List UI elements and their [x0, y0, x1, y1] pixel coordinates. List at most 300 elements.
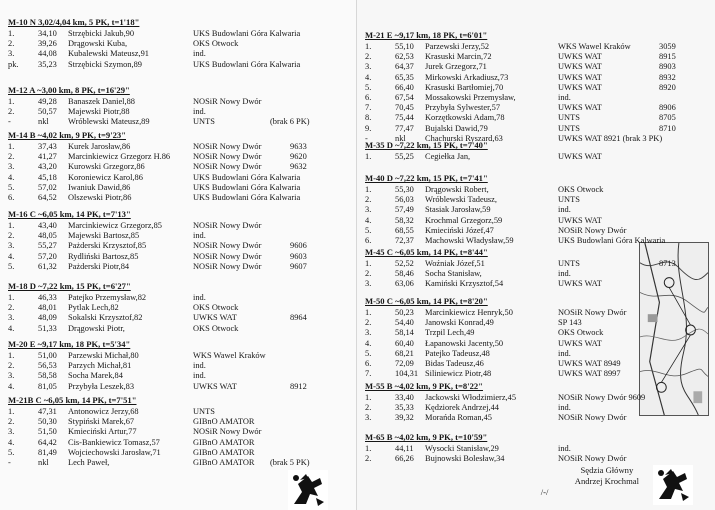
- number-cell: 8912: [290, 381, 307, 391]
- club-cell: UWKS WAT: [558, 103, 602, 113]
- competitor-name: Drągowski Kuba,: [68, 39, 128, 49]
- result-row: [365, 404, 715, 414]
- club-cell: UWKS WAT: [558, 215, 602, 225]
- place-cell: 1.: [8, 221, 15, 230]
- number-cell: 9620: [290, 152, 307, 162]
- place-cell: 3.: [8, 371, 15, 381]
- competitor-name: Majewski Piotr,88: [68, 107, 130, 117]
- time-cell: 64,37: [395, 62, 414, 72]
- result-row: [365, 350, 715, 360]
- competitor-name: Kurowski Grzegorz,86: [68, 162, 145, 172]
- club-cell: OKS Otwock: [193, 39, 239, 49]
- time-cell: 64,42: [38, 437, 57, 447]
- place-cell: 1.: [365, 259, 372, 268]
- time-cell: 48,01: [38, 303, 57, 313]
- time-cell: 55,30: [395, 185, 414, 194]
- time-cell: 51,50: [38, 427, 57, 437]
- place-cell: 2.: [8, 303, 15, 313]
- number-cell: 8705: [659, 113, 676, 123]
- result-row: [8, 50, 357, 60]
- number-cell: 8710: [659, 123, 676, 133]
- section-title: M-10 N 3,02/4,04 km, 5 PK, t=1'18": [8, 17, 140, 27]
- competitor-name: Banaszek Daniel,88: [68, 97, 135, 106]
- place-cell: 8.: [365, 113, 372, 123]
- result-row: [8, 222, 357, 232]
- section-title: M-50 C ~6,05 km, 14 PK, t=8'20": [365, 296, 488, 306]
- place-cell: 2.: [8, 152, 15, 162]
- place-cell: pk.: [8, 59, 19, 69]
- place-cell: 4.: [365, 338, 372, 348]
- competitor-name: Janowski Konrad,49: [425, 318, 494, 328]
- result-row: [8, 40, 357, 50]
- results-section: [357, 382, 715, 425]
- place-cell: 1.: [365, 185, 372, 194]
- time-cell: 57,02: [38, 182, 57, 192]
- club-cell: ind.: [193, 49, 206, 59]
- competitor-name: Marcinkiewicz Grzegorz H.86: [68, 152, 171, 162]
- result-row: [8, 118, 357, 128]
- time-cell: 34,10: [38, 29, 57, 38]
- competitor-name: Krasuski Bartłomiej,70: [425, 82, 504, 92]
- club-cell: ind.: [193, 107, 206, 117]
- time-cell: 58,46: [395, 269, 414, 279]
- competitor-name: Rydliński Bartosz,85: [68, 251, 139, 261]
- competitor-name: Kmieciński Józef,47: [425, 225, 494, 235]
- result-row: [365, 196, 715, 206]
- result-row: [8, 30, 357, 40]
- place-cell: 4.: [8, 323, 15, 333]
- club-cell: UKS Budowlani Góra Kalwaria: [193, 192, 301, 202]
- club-cell: WKS Wawel Kraków: [558, 42, 631, 51]
- place-cell: 4.: [8, 172, 15, 182]
- place-cell: 6.: [365, 92, 372, 102]
- signature-prefix: /-/: [540, 487, 549, 497]
- time-cell: 46,33: [38, 293, 57, 302]
- result-row: [8, 439, 357, 449]
- results-section: [357, 297, 715, 380]
- club-cell: NOSiR Nowy Dwór: [193, 142, 262, 151]
- result-row: [365, 84, 715, 94]
- result-row: [8, 98, 357, 108]
- section-title: M-21B C ~6,05 km, 14 PK, t=7'51": [8, 395, 137, 405]
- time-cell: 44,08: [38, 49, 57, 59]
- result-row: [8, 459, 357, 469]
- result-row: [365, 114, 715, 124]
- time-cell: 56,53: [38, 361, 57, 371]
- competitor-name: Drągowski Robert,: [425, 185, 489, 194]
- place-cell: -: [365, 133, 368, 143]
- competitor-name: Cis-Bankiewicz Tomasz,57: [68, 437, 160, 447]
- club-cell: NOSiR Nowy Dwór 9609: [558, 393, 646, 402]
- results-section: [357, 31, 715, 145]
- place-cell: -: [8, 117, 11, 127]
- result-row: [8, 314, 357, 324]
- competitor-name: Pażderski Piotr,84: [68, 261, 130, 271]
- competitor-name: Majewski Bartosz,85: [68, 231, 140, 241]
- section-title: M-14 B ~4,02 km, 9 PK, t=9'23": [8, 130, 126, 140]
- competitor-name: Stasiak Jarosław,59: [425, 205, 491, 215]
- club-cell: UWKS WAT 8921 (brak 3 PK): [558, 133, 663, 143]
- time-cell: 49,28: [38, 97, 57, 106]
- results-section: [0, 86, 357, 129]
- result-row: [365, 186, 715, 196]
- place-cell: 1.: [8, 351, 15, 360]
- place-cell: 1.: [8, 407, 15, 416]
- competitor-name: Socha Marek,84: [68, 371, 123, 381]
- time-cell: 60,40: [395, 338, 414, 348]
- club-cell: OKS Otwock: [558, 185, 604, 194]
- time-cell: 41,27: [38, 152, 57, 162]
- club-cell: NOSiR Nowy Dwór: [193, 241, 262, 251]
- time-cell: 58,14: [395, 328, 414, 338]
- club-cell: UNTS: [558, 259, 580, 268]
- place-cell: 3.: [365, 279, 372, 289]
- results-section: [0, 131, 357, 204]
- orienteering-logo-icon: [288, 470, 328, 510]
- time-cell: 61,32: [38, 261, 57, 271]
- time-cell: 58,58: [38, 371, 57, 381]
- time-cell: 67,54: [395, 92, 414, 102]
- time-cell: 57,49: [395, 205, 414, 215]
- time-cell: 72,09: [395, 358, 414, 368]
- competitor-name: Kubalewski Mateusz,91: [68, 49, 149, 59]
- result-row: [365, 414, 715, 424]
- time-cell: 55,27: [38, 241, 57, 251]
- time-cell: 63,06: [395, 279, 414, 289]
- place-cell: 1.: [365, 393, 372, 402]
- club-cell: NOSiR Nowy Dwór: [558, 413, 627, 423]
- left-page: [0, 0, 357, 510]
- result-row: [8, 408, 357, 418]
- place-cell: 4.: [365, 72, 372, 82]
- number-cell: 8906: [659, 103, 676, 113]
- competitor-name: Wróblewski Tadeusz,: [425, 195, 497, 205]
- competitor-name: Strzębicki Szymon,89: [68, 59, 142, 69]
- club-cell: ind.: [558, 348, 571, 358]
- result-row: [365, 237, 715, 247]
- result-row: [365, 206, 715, 216]
- result-row: [365, 370, 715, 380]
- result-row: [365, 340, 715, 350]
- number-cell: 8915: [659, 52, 676, 62]
- place-cell: 2.: [365, 403, 372, 413]
- competitor-name: Olszewski Piotr,86: [68, 192, 132, 202]
- time-cell: 35,33: [395, 403, 414, 413]
- result-row: [365, 394, 715, 404]
- competitor-name: Pażderski Krzysztof,85: [68, 241, 147, 251]
- time-cell: 81,05: [38, 381, 57, 391]
- place-cell: 6.: [365, 358, 372, 368]
- competitor-name: Patejko Przemysław,82: [68, 293, 147, 302]
- time-cell: 48,09: [38, 313, 57, 323]
- club-cell: UKS Budowlani Góra Kalwaria: [193, 29, 301, 38]
- place-cell: 5.: [365, 82, 372, 92]
- club-cell: OKS Otwock: [193, 323, 239, 333]
- club-cell: UNTS: [193, 117, 215, 127]
- place-cell: 1.: [365, 444, 372, 453]
- number-cell: 9606: [290, 241, 307, 251]
- competitor-name: Wysocki Stanisław,29: [425, 444, 499, 453]
- signature-name: Andrzej Krochmal: [574, 476, 639, 486]
- result-row: [365, 125, 715, 135]
- competitor-name: Patejko Tadeusz,48: [425, 348, 490, 358]
- competitor-name: Przybyła Sylwester,57: [425, 103, 501, 113]
- place-cell: 2.: [365, 52, 372, 62]
- place-cell: 2.: [365, 269, 372, 279]
- club-cell: UKS Budowlani Góra Kalwaria: [193, 182, 301, 192]
- place-cell: 7.: [365, 103, 372, 113]
- competitor-name: Kurek Jarosław,86: [68, 142, 131, 151]
- club-cell: ind.: [558, 444, 571, 453]
- place-cell: 6.: [365, 235, 372, 245]
- section-title: M-21 E ~9,17 km, 18 PK, t=6'01": [365, 30, 488, 40]
- club-cell: ind.: [193, 361, 206, 371]
- time-cell: 62,53: [395, 52, 414, 62]
- club-cell: ind.: [193, 371, 206, 381]
- result-row: [8, 294, 357, 304]
- competitor-name: Przybyła Leszek,83: [68, 381, 135, 391]
- section-title: M-18 D ~7,22 km, 15 PK, t=6'27": [8, 281, 131, 291]
- right-page: [357, 0, 715, 510]
- club-cell: OKS Otwock: [558, 328, 604, 338]
- number-cell: 3059: [659, 42, 676, 51]
- club-cell: UNTS: [558, 123, 580, 133]
- place-cell: 1.: [8, 142, 15, 151]
- time-cell: 56,03: [395, 195, 414, 205]
- time-cell: nkl: [395, 133, 406, 143]
- club-cell: UWKS WAT: [558, 62, 602, 72]
- number-cell: 8964: [290, 313, 307, 323]
- club-cell: GIBnO AMATOR: [193, 417, 255, 427]
- number-cell: 8903: [659, 62, 676, 72]
- club-cell: UKS Budowlani Góra Kalwaria: [193, 59, 301, 69]
- club-cell: UWKS WAT: [558, 152, 602, 161]
- time-cell: nkl: [38, 457, 49, 467]
- time-cell: 52,52: [395, 259, 414, 268]
- club-cell: UNTS: [558, 195, 580, 205]
- club-cell: ind.: [558, 269, 571, 279]
- competitor-name: Chachurski Ryszard,63: [425, 133, 503, 143]
- place-cell: 3.: [8, 162, 15, 172]
- club-cell: UWKS WAT: [193, 381, 237, 391]
- result-row: [8, 263, 357, 273]
- club-cell: UWKS WAT: [193, 313, 237, 323]
- competitor-name: Wróblewski Mateusz,89: [68, 117, 150, 127]
- time-cell: nkl: [38, 117, 49, 127]
- number-cell: 9633: [290, 142, 307, 151]
- club-cell: UNTS: [558, 113, 580, 123]
- result-row: [365, 270, 715, 280]
- club-cell: NOSiR Nowy Dwór: [193, 221, 262, 230]
- competitor-name: Krasuski Marcin,72: [425, 52, 492, 62]
- results-section: [0, 210, 357, 273]
- place-cell: 5.: [365, 348, 372, 358]
- result-row: [365, 280, 715, 290]
- signature-role: Sędzia Główny: [580, 465, 634, 475]
- competitor-name: Mirkowski Arkadiusz,73: [425, 72, 509, 82]
- club-cell: UWKS WAT 8949: [558, 358, 621, 368]
- number-cell: 8713: [659, 259, 676, 268]
- result-row: [8, 194, 357, 204]
- place-cell: 1.: [365, 42, 372, 51]
- competitor-name: Marcinkiewicz Henryk,50: [425, 308, 513, 317]
- competitor-name: Pytlak Lech,82: [68, 303, 119, 313]
- result-row: [365, 153, 715, 163]
- place-cell: 1.: [8, 293, 15, 302]
- time-cell: 104,31: [395, 369, 419, 379]
- results-section: [357, 433, 715, 465]
- competitor-name: Parzych Michał,81: [68, 361, 132, 371]
- results-section: [357, 141, 715, 163]
- section-title: M-65 B ~4,02 km, 9 PK, t=10'59": [365, 432, 488, 442]
- time-cell: 35,23: [38, 59, 57, 69]
- club-cell: UKS Budowlani Góra Kalwaria: [558, 235, 666, 245]
- club-cell: ind.: [558, 205, 571, 215]
- place-cell: 1.: [365, 152, 372, 161]
- place-cell: 4.: [365, 215, 372, 225]
- competitor-name: Wojciechowski Jarosław,71: [68, 447, 161, 457]
- competitor-name: Stypiński Marek,67: [68, 417, 135, 427]
- time-cell: 66,26: [395, 454, 414, 464]
- time-cell: 66,40: [395, 82, 414, 92]
- club-cell: NOSiR Nowy Dwór: [193, 261, 262, 271]
- place-cell: 5.: [365, 225, 372, 235]
- competitor-name: Sokalski Krzysztof,82: [68, 313, 143, 323]
- number-cell: (brak 6 PK): [270, 117, 310, 127]
- time-cell: 70,45: [395, 103, 414, 113]
- number-cell: 9603: [290, 251, 307, 261]
- club-cell: GIBnO AMATOR: [193, 437, 255, 447]
- place-cell: 2.: [8, 107, 15, 117]
- club-cell: GIBnO AMATOR: [193, 447, 255, 457]
- result-row: [8, 418, 357, 428]
- club-cell: WKS Wawel Kraków: [193, 351, 266, 360]
- time-cell: 77,47: [395, 123, 414, 133]
- place-cell: 2.: [365, 195, 372, 205]
- place-cell: 3.: [365, 62, 372, 72]
- club-cell: UWKS WAT: [558, 52, 602, 62]
- place-cell: 3.: [8, 49, 15, 59]
- time-cell: 68,55: [395, 225, 414, 235]
- time-cell: 75,44: [395, 113, 414, 123]
- time-cell: 55,25: [395, 152, 414, 161]
- place-cell: 7.: [365, 369, 372, 379]
- result-row: [365, 260, 715, 270]
- time-cell: 72,37: [395, 235, 414, 245]
- place-cell: 3.: [365, 413, 372, 423]
- place-cell: 2.: [8, 361, 15, 371]
- result-row: [365, 309, 715, 319]
- place-cell: 3.: [8, 427, 15, 437]
- place-cell: 4.: [8, 381, 15, 391]
- section-title: M-16 C ~6,05 km, 14 PK, t=7'13": [8, 209, 131, 219]
- club-cell: UWKS WAT: [558, 338, 602, 348]
- number-cell: 9632: [290, 162, 307, 172]
- club-cell: SP 143: [558, 318, 582, 328]
- time-cell: 64,52: [38, 192, 57, 202]
- section-title: M-40 D ~7,22 km, 15 PK, t=7'41": [365, 173, 488, 183]
- section-title: M-20 E ~9,17 km, 18 PK, t=5'34": [8, 339, 131, 349]
- club-cell: NOSiR Nowy Dwór: [558, 454, 627, 464]
- results-section: [0, 282, 357, 335]
- club-cell: GIBnO AMATOR: [193, 457, 255, 467]
- result-row: [8, 61, 357, 71]
- competitor-name: Jackowski Włodzimierz,45: [425, 393, 517, 402]
- time-cell: 44,11: [395, 444, 414, 453]
- time-cell: 45,18: [38, 172, 57, 182]
- competitor-name: Korzętkowski Adam,78: [425, 113, 505, 123]
- club-cell: UKS Budowlani Góra Kalwaria: [193, 172, 301, 182]
- time-cell: 33,40: [395, 393, 414, 402]
- competitor-name: Jurek Grzegorz,71: [425, 62, 487, 72]
- place-cell: 5.: [8, 182, 15, 192]
- results-section: [357, 248, 715, 291]
- result-row: [8, 163, 357, 173]
- competitor-name: Bidas Tadeusz,46: [425, 358, 484, 368]
- place-cell: 3.: [8, 313, 15, 323]
- competitor-name: Parzewski Jerzy,52: [425, 42, 490, 51]
- competitor-name: Parzewski Michał,80: [68, 351, 139, 360]
- number-cell: (brak 5 PK): [270, 457, 310, 467]
- club-cell: UWKS WAT 8997: [558, 369, 621, 379]
- result-row: [365, 217, 715, 227]
- result-row: [365, 329, 715, 339]
- competitor-name: Krochmal Grzegorz,59: [425, 215, 503, 225]
- club-cell: UWKS WAT: [558, 72, 602, 82]
- time-cell: 51,33: [38, 323, 57, 333]
- result-row: [365, 445, 715, 455]
- results-section: [357, 174, 715, 247]
- time-cell: 55,10: [395, 42, 414, 51]
- place-cell: 2.: [365, 318, 372, 328]
- competitor-name: Mossakowski Przemysław,: [425, 92, 516, 102]
- result-row: [8, 325, 357, 335]
- section-title: M-35 D ~7,22 km, 15 PK, t=7'40": [365, 140, 488, 150]
- place-cell: 1.: [8, 29, 15, 38]
- club-cell: NOSiR Nowy Dwór: [558, 225, 627, 235]
- competitor-name: Bujnowski Bolesław,34: [425, 454, 505, 464]
- results-section: [0, 18, 357, 71]
- competitor-name: Drągowski Piotr,: [68, 323, 125, 333]
- competitor-name: Trzpil Lech,49: [425, 328, 475, 338]
- competitor-name: Antonowicz Jerzy,68: [68, 407, 139, 416]
- club-cell: ind.: [558, 403, 571, 413]
- club-cell: NOSiR Nowy Dwór: [193, 152, 262, 162]
- number-cell: 8920: [659, 82, 676, 92]
- time-cell: 50,57: [38, 107, 57, 117]
- time-cell: 65,35: [395, 72, 414, 82]
- competitor-name: Łapanowski Jacenty,50: [425, 338, 504, 348]
- place-cell: -: [8, 457, 11, 467]
- club-cell: ind.: [558, 92, 571, 102]
- club-cell: NOSiR Nowy Dwór: [193, 97, 262, 106]
- club-cell: NOSiR Nowy Dwór: [558, 308, 627, 317]
- competitor-name: Lech Paweł,: [68, 457, 110, 467]
- place-cell: 3.: [8, 241, 15, 251]
- place-cell: 2.: [8, 39, 15, 49]
- time-cell: 81,49: [38, 447, 57, 457]
- competitor-name: Iwaniuk Dawid,86: [68, 182, 131, 192]
- number-cell: 9607: [290, 261, 307, 271]
- time-cell: 37,43: [38, 142, 57, 151]
- club-cell: UWKS WAT: [558, 82, 602, 92]
- time-cell: 39,26: [38, 39, 57, 49]
- result-row: [8, 184, 357, 194]
- time-cell: 43,40: [38, 221, 57, 230]
- club-cell: NOSiR Nowy Dwór: [193, 162, 262, 172]
- competitor-name: Kmieciński Artur,77: [68, 427, 137, 437]
- result-row: [8, 174, 357, 184]
